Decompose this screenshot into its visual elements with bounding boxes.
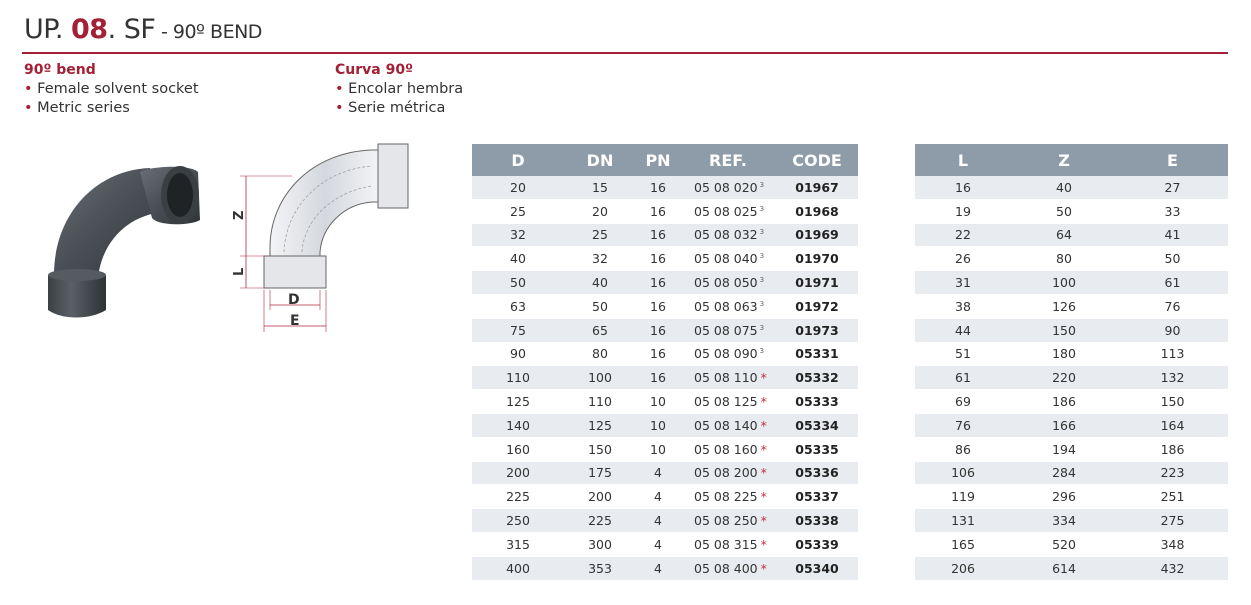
table-row	[915, 176, 1228, 199]
cell-e: 50	[1117, 247, 1228, 271]
cell-d: 315	[472, 532, 564, 556]
cell-pn: 16	[636, 294, 680, 318]
cell-dn: 300	[564, 532, 636, 556]
column-header-l: L	[915, 144, 1011, 176]
cell-e: 186	[1117, 437, 1228, 461]
description-heading: 90º bend	[24, 62, 96, 78]
column-header-z: Z	[1011, 144, 1117, 176]
table-row	[915, 437, 1228, 461]
cell-z: 64	[1011, 223, 1117, 247]
cell-e: 61	[1117, 271, 1228, 295]
cell-z: 334	[1011, 509, 1117, 533]
cell-z: 284	[1011, 461, 1117, 485]
cell-d: 110	[472, 366, 564, 390]
ref-mark: *	[760, 394, 767, 410]
cell-d: 40	[472, 247, 564, 271]
cell-ref	[680, 318, 776, 342]
cell-dn: 32	[564, 247, 636, 271]
cell-e: 113	[1117, 342, 1228, 366]
cell-l: 31	[915, 271, 1011, 295]
dimensions-table	[915, 144, 1228, 581]
cell-ref	[680, 390, 776, 414]
cell-z: 126	[1011, 294, 1117, 318]
dimension-label-l: L	[232, 267, 247, 276]
ref-value: 05 08 125	[694, 394, 758, 410]
cell-pn: 4	[636, 532, 680, 556]
cell-ref	[680, 342, 776, 366]
cell-code: 05332	[776, 366, 858, 390]
cell-pn: 16	[636, 342, 680, 366]
description-line	[24, 80, 199, 99]
cell-code: 05337	[776, 485, 858, 509]
cell-l: 106	[915, 461, 1011, 485]
cell-e: 132	[1117, 366, 1228, 390]
description-line	[335, 99, 463, 118]
description-line	[335, 80, 463, 99]
table-row	[472, 437, 858, 461]
table-row	[472, 318, 858, 342]
cell-ref	[680, 461, 776, 485]
table-row	[472, 485, 858, 509]
cell-d: 32	[472, 223, 564, 247]
bullet: •	[335, 81, 344, 97]
cell-d: 50	[472, 271, 564, 295]
ref-value: 05 08 250	[694, 513, 758, 529]
table-row	[472, 176, 858, 199]
cell-z: 180	[1011, 342, 1117, 366]
ref-value: 05 08 315	[694, 536, 758, 552]
table-row	[915, 461, 1228, 485]
cell-d: 75	[472, 318, 564, 342]
cell-code: 01967	[776, 176, 858, 199]
cell-e: 275	[1117, 509, 1228, 533]
cell-z: 166	[1011, 413, 1117, 437]
cell-d: 200	[472, 461, 564, 485]
table-row	[915, 271, 1228, 295]
description-text: Serie métrica	[348, 100, 446, 116]
cell-dn: 80	[564, 342, 636, 366]
table-row	[915, 342, 1228, 366]
cell-z: 520	[1011, 532, 1117, 556]
table-row	[915, 318, 1228, 342]
ref-value: 05 08 063	[694, 298, 758, 314]
cell-pn: 16	[636, 176, 680, 199]
cell-pn: 4	[636, 509, 680, 533]
cell-pn: 16	[636, 223, 680, 247]
cell-d: 63	[472, 294, 564, 318]
ref-value: 05 08 075	[694, 322, 758, 338]
ref-value: 05 08 200	[694, 465, 758, 481]
table-row	[472, 366, 858, 390]
cell-code: 01968	[776, 199, 858, 223]
column-header-ref: REF.	[680, 144, 776, 176]
cell-dn: 40	[564, 271, 636, 295]
cell-ref	[680, 485, 776, 509]
dimension-label-d: D	[288, 292, 300, 308]
cell-e: 41	[1117, 223, 1228, 247]
cell-l: 206	[915, 556, 1011, 580]
table-row	[915, 247, 1228, 271]
cell-l: 22	[915, 223, 1011, 247]
cell-l: 19	[915, 199, 1011, 223]
cell-dn: 100	[564, 366, 636, 390]
cell-dn: 353	[564, 556, 636, 580]
cell-d: 160	[472, 437, 564, 461]
cell-d: 140	[472, 413, 564, 437]
cell-ref	[680, 271, 776, 295]
table-row	[915, 485, 1228, 509]
cell-code: 05336	[776, 461, 858, 485]
table-row	[915, 294, 1228, 318]
cell-l: 51	[915, 342, 1011, 366]
ref-mark: 3	[759, 204, 765, 213]
cell-d: 25	[472, 199, 564, 223]
cell-pn: 4	[636, 461, 680, 485]
title-divider	[22, 52, 1228, 54]
ref-value: 05 08 020	[694, 179, 758, 195]
cell-dn: 225	[564, 509, 636, 533]
cell-l: 119	[915, 485, 1011, 509]
cell-ref	[680, 366, 776, 390]
cell-ref	[680, 294, 776, 318]
cell-e: 432	[1117, 556, 1228, 580]
cell-d: 125	[472, 390, 564, 414]
cell-d: 250	[472, 509, 564, 533]
cell-z: 50	[1011, 199, 1117, 223]
cell-code: 05340	[776, 556, 858, 580]
ref-value: 05 08 140	[694, 417, 758, 433]
cell-z: 40	[1011, 176, 1117, 199]
description-text: Encolar hembra	[348, 81, 464, 97]
cell-code: 01971	[776, 271, 858, 295]
column-header-code: CODE	[776, 144, 858, 176]
cell-pn: 10	[636, 413, 680, 437]
cell-l: 16	[915, 176, 1011, 199]
description-english	[24, 61, 199, 118]
bullet: •	[24, 81, 33, 97]
description-spanish	[335, 61, 463, 118]
cell-z: 80	[1011, 247, 1117, 271]
cell-code: 01972	[776, 294, 858, 318]
cell-z: 186	[1011, 390, 1117, 414]
cell-d: 20	[472, 176, 564, 199]
description-line	[24, 99, 199, 118]
cell-ref	[680, 199, 776, 223]
cell-pn: 16	[636, 366, 680, 390]
ref-value: 05 08 032	[694, 227, 758, 243]
cell-l: 69	[915, 390, 1011, 414]
cell-ref	[680, 176, 776, 199]
cell-e: 223	[1117, 461, 1228, 485]
title-suffix: . SF	[107, 14, 156, 45]
ref-mark: 3	[759, 252, 765, 261]
cell-pn: 10	[636, 437, 680, 461]
cell-ref	[680, 247, 776, 271]
table-row	[915, 223, 1228, 247]
cell-dn: 110	[564, 390, 636, 414]
table-row	[472, 294, 858, 318]
cell-code: 05338	[776, 509, 858, 533]
ref-mark: 3	[759, 228, 765, 237]
table-row	[472, 390, 858, 414]
cell-dn: 50	[564, 294, 636, 318]
cell-e: 150	[1117, 390, 1228, 414]
cell-l: 76	[915, 413, 1011, 437]
cell-pn: 4	[636, 556, 680, 580]
table-row	[472, 532, 858, 556]
cell-d: 400	[472, 556, 564, 580]
table-row	[915, 509, 1228, 533]
ref-mark: 3	[759, 180, 765, 189]
cell-l: 38	[915, 294, 1011, 318]
cell-code: 05331	[776, 342, 858, 366]
cell-dn: 20	[564, 199, 636, 223]
cell-z: 220	[1011, 366, 1117, 390]
pipe-bend-photo	[40, 160, 210, 325]
ref-value: 05 08 225	[694, 489, 758, 505]
cell-dn: 125	[564, 413, 636, 437]
cell-pn: 16	[636, 247, 680, 271]
table-row	[915, 556, 1228, 580]
table-row	[472, 247, 858, 271]
column-header-dn: DN	[564, 144, 636, 176]
table-row	[472, 271, 858, 295]
ref-mark: *	[760, 489, 767, 505]
ref-value: 05 08 040	[694, 251, 758, 267]
cell-pn: 16	[636, 271, 680, 295]
table-row	[915, 413, 1228, 437]
ref-mark: 3	[759, 347, 765, 356]
table-header-row	[915, 144, 1228, 176]
cell-ref	[680, 556, 776, 580]
cell-dn: 200	[564, 485, 636, 509]
cell-l: 165	[915, 532, 1011, 556]
cell-code: 05335	[776, 437, 858, 461]
column-header-pn: PN	[636, 144, 680, 176]
table-row	[472, 223, 858, 247]
cell-e: 90	[1117, 318, 1228, 342]
ref-value: 05 08 090	[694, 346, 758, 362]
ref-mark: 3	[759, 299, 765, 308]
bullet: •	[335, 100, 344, 116]
ref-mark: *	[760, 370, 767, 386]
cell-d: 90	[472, 342, 564, 366]
cell-pn: 16	[636, 318, 680, 342]
dimension-label-e: E	[290, 313, 300, 329]
cell-ref	[680, 532, 776, 556]
ref-mark: *	[760, 560, 767, 576]
cell-code: 01969	[776, 223, 858, 247]
description-heading: Curva 90º	[335, 62, 413, 78]
cell-z: 296	[1011, 485, 1117, 509]
ref-value: 05 08 110	[694, 370, 758, 386]
cell-z: 614	[1011, 556, 1117, 580]
ref-value: 05 08 160	[694, 441, 758, 457]
cell-dn: 65	[564, 318, 636, 342]
title-number: 08	[71, 14, 108, 45]
reference-table	[472, 144, 858, 581]
bullet: •	[24, 100, 33, 116]
table-row	[472, 342, 858, 366]
cell-code: 05333	[776, 390, 858, 414]
cell-e: 76	[1117, 294, 1228, 318]
ref-value: 05 08 050	[694, 275, 758, 291]
cell-l: 44	[915, 318, 1011, 342]
cell-dn: 15	[564, 176, 636, 199]
description-text: Female solvent socket	[37, 81, 199, 97]
ref-mark: *	[760, 441, 767, 457]
column-header-e: E	[1117, 144, 1228, 176]
title-prefix: UP.	[24, 14, 63, 45]
cell-ref	[680, 223, 776, 247]
page-title	[24, 14, 262, 45]
cell-code: 01973	[776, 318, 858, 342]
table-row	[915, 199, 1228, 223]
cell-dn: 25	[564, 223, 636, 247]
technical-drawing	[232, 140, 427, 340]
table-row	[472, 509, 858, 533]
cell-pn: 16	[636, 199, 680, 223]
table-row	[915, 366, 1228, 390]
ref-value: 05 08 400	[694, 560, 758, 576]
description-text: Metric series	[37, 100, 130, 116]
cell-pn: 4	[636, 485, 680, 509]
cell-z: 194	[1011, 437, 1117, 461]
cell-code: 05339	[776, 532, 858, 556]
cell-d: 225	[472, 485, 564, 509]
ref-mark: *	[760, 465, 767, 481]
cell-l: 26	[915, 247, 1011, 271]
cell-z: 100	[1011, 271, 1117, 295]
cell-l: 131	[915, 509, 1011, 533]
ref-value: 05 08 025	[694, 203, 758, 219]
cell-dn: 150	[564, 437, 636, 461]
column-header-d: D	[472, 144, 564, 176]
cell-z: 150	[1011, 318, 1117, 342]
ref-mark: 3	[759, 275, 765, 284]
cell-dn: 175	[564, 461, 636, 485]
cell-e: 27	[1117, 176, 1228, 199]
cell-l: 86	[915, 437, 1011, 461]
table-row	[472, 461, 858, 485]
table-header-row	[472, 144, 858, 176]
cell-pn: 10	[636, 390, 680, 414]
table-row	[915, 390, 1228, 414]
cell-ref	[680, 509, 776, 533]
ref-mark: *	[760, 513, 767, 529]
cell-code: 01970	[776, 247, 858, 271]
dimension-label-z: Z	[232, 210, 247, 220]
table-row	[472, 199, 858, 223]
cell-ref	[680, 437, 776, 461]
cell-e: 33	[1117, 199, 1228, 223]
title-subtitle: - 90º BEND	[155, 21, 262, 43]
ref-mark: 3	[759, 323, 765, 332]
cell-e: 348	[1117, 532, 1228, 556]
table-row	[472, 413, 858, 437]
table-row	[915, 532, 1228, 556]
cell-e: 164	[1117, 413, 1228, 437]
cell-code: 05334	[776, 413, 858, 437]
ref-mark: *	[760, 417, 767, 433]
table-row	[472, 556, 858, 580]
cell-l: 61	[915, 366, 1011, 390]
cell-ref	[680, 413, 776, 437]
cell-e: 251	[1117, 485, 1228, 509]
ref-mark: *	[760, 536, 767, 552]
